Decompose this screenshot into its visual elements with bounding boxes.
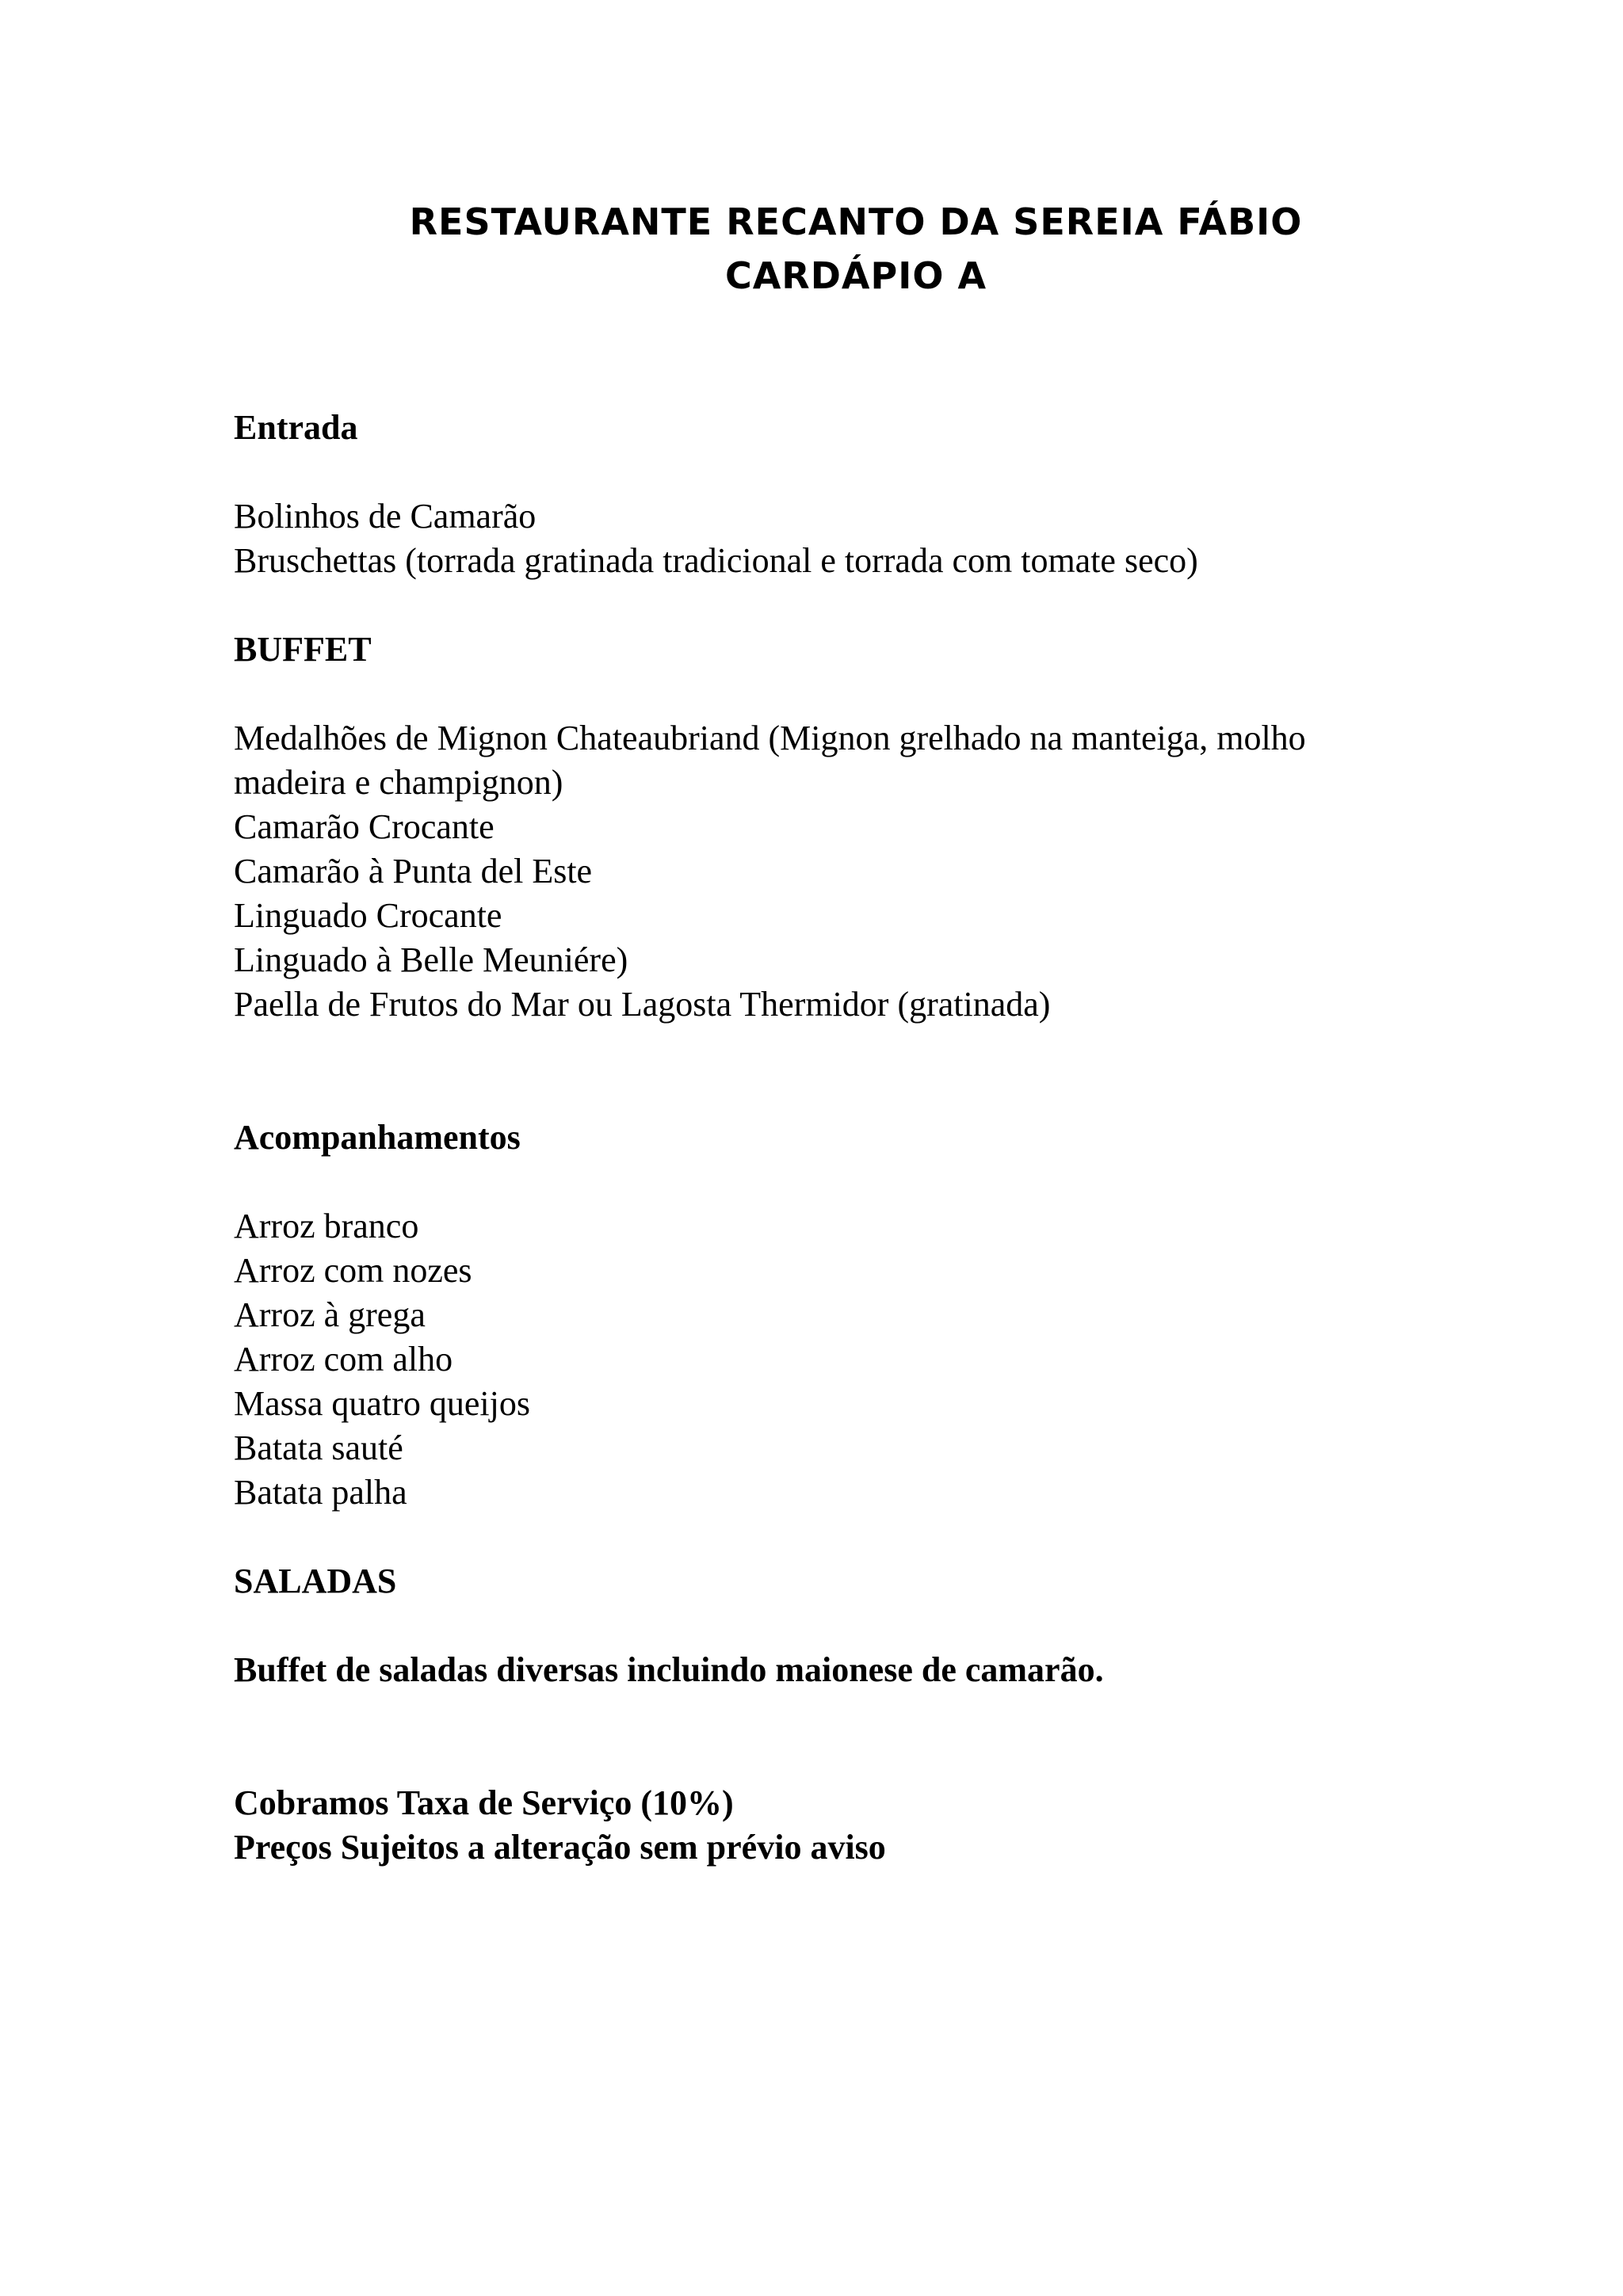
section-heading-saladas: SALADAS	[234, 1562, 397, 1600]
section-heading-entrada: Entrada	[234, 408, 358, 447]
service-fee-note: Cobramos Taxa de Serviço (10%)	[234, 1783, 734, 1822]
menu-item: Linguado Crocante	[234, 896, 502, 935]
section-heading-buffet: BUFFET	[234, 630, 372, 669]
saladas-description: Buffet de saladas diversas incluindo maionese de camarão.	[234, 1650, 1104, 1689]
menu-item: Bruschettas (torrada gratinada tradicional e torrada com tomate seco)	[234, 541, 1198, 580]
menu-item: Batata palha	[234, 1473, 407, 1512]
menu-item: Paella de Frutos do Mar ou Lagosta Thermidor (gratinada)	[234, 985, 1051, 1024]
menu-title: CARDÁPIO A	[724, 254, 987, 297]
menu-item: Batata sauté	[234, 1428, 403, 1467]
menu-item: Bolinhos de Camarão	[234, 497, 537, 536]
menu-item: Massa quatro queijos	[234, 1384, 530, 1423]
menu-item: Camarão à Punta del Este	[234, 852, 593, 891]
menu-item: madeira e champignon)	[234, 763, 563, 802]
menu-item: Arroz à grega	[234, 1295, 426, 1334]
menu-item: Camarão Crocante	[234, 807, 495, 846]
menu-item: Medalhões de Mignon Chateaubriand (Mignon grelhado na manteiga, molho	[234, 719, 1306, 757]
menu-item: Arroz com nozes	[234, 1251, 472, 1290]
price-change-note: Preços Sujeitos a alteração sem prévio aviso	[234, 1828, 886, 1867]
section-heading-acompanhamentos: Acompanhamentos	[234, 1118, 521, 1157]
menu-item: Linguado à Belle Meuniére)	[234, 940, 628, 979]
menu-item: Arroz branco	[234, 1207, 419, 1245]
menu-content	[234, 406, 1581, 1870]
restaurant-title: RESTAURANTE RECANTO DA SEREIA FÁBIO	[409, 200, 1303, 243]
menu-item: Arroz com alho	[234, 1340, 453, 1379]
